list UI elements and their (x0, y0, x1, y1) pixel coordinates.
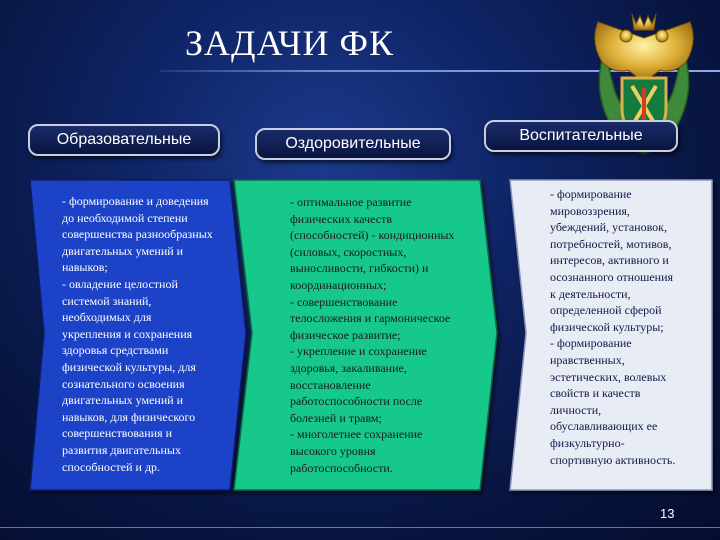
educational-text: - формирование и доведения до необходимой степени совершенства разнообразных двигательных умений и навыков; - овладение целостной системой знаний, необходимых для укрепления и сохранения здоровья средствами физической культуры, для сознательного освоения двигательных умений и навыков, для физического совершенствования и развития двигательных способностей и др. (62, 194, 213, 474)
bottom-divider (0, 527, 720, 528)
health-text: - оптимальное развитие физических качеств (способностей) - кондиционных (силовых, скоростных, выносливости, гибкости) и координационных; - совершенствование телосложения и гармоническое физическое развитие; - укрепление и сохранение здоровья, закаливание, восстановление работоспособности после болезней и травм; - многолетнее сохранение высокого уровня работоспособности. (290, 195, 455, 475)
slide-title: ЗАДАЧИ ФК (185, 23, 394, 63)
label-health: Оздоровительные (255, 128, 451, 160)
upbringing-text: - формирование мировоззрения, убеждений, установок, потребностей, мотивов, интересов, активного и осознанного отношения к деятельности, определенной сферой физической культуры; - формирование нравственных, эстетических, волевых свойств и качеств личности, обуславливающих ее физкультурно- спортивную активность. (550, 187, 676, 467)
label-educational: Образовательные (28, 124, 220, 156)
label-upbringing: Воспитательные (484, 120, 678, 152)
page-number: 13 (660, 506, 675, 521)
